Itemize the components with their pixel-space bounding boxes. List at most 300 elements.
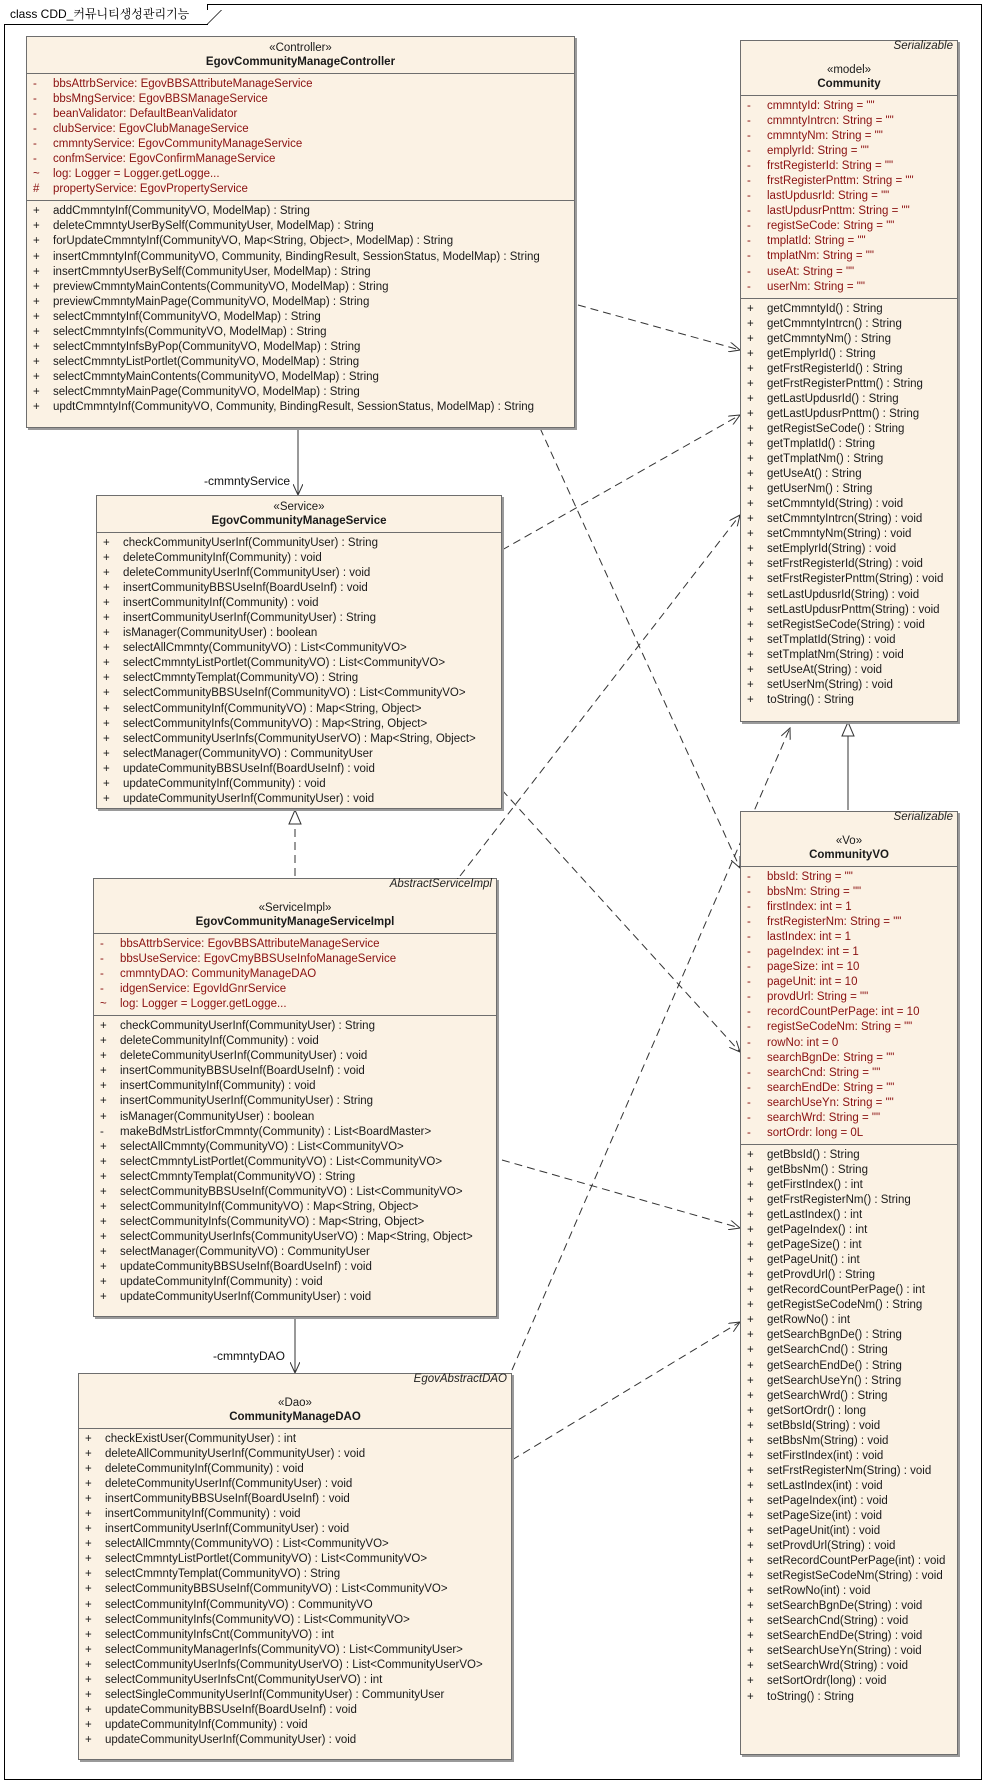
attribute-text: cmmntyIntrcn: String = "" xyxy=(767,115,894,128)
operation-text: selectCmmntyMainPage(CommunityVO, ModelMap) : String xyxy=(53,385,360,398)
operation-row xyxy=(747,557,953,572)
visibility-marker: + xyxy=(747,1284,754,1297)
visibility-marker: + xyxy=(747,1148,754,1161)
visibility-marker: + xyxy=(100,1215,107,1228)
visibility-marker: + xyxy=(747,1615,754,1628)
operation-row xyxy=(85,1582,507,1597)
operation-row xyxy=(747,1238,953,1253)
visibility-marker: - xyxy=(100,1125,104,1138)
attribute-text: cmmntyDAO: CommunityManageDAO xyxy=(120,968,317,981)
operation-row xyxy=(103,732,497,747)
visibility-marker: + xyxy=(85,1658,92,1671)
operation-row xyxy=(747,1509,953,1524)
operation-text: selectCommunityInfs(CommunityVO) : List<CommunityVO> xyxy=(105,1613,410,1626)
visibility-marker: + xyxy=(85,1613,92,1626)
operation-text: getFrstRegisterPnttm() : String xyxy=(767,377,923,390)
visibility-marker: + xyxy=(103,732,110,745)
operation-text: setPageUnit(int) : void xyxy=(767,1525,881,1538)
operation-text: selectCommunityInf(CommunityVO) : Map<String, Object> xyxy=(123,702,422,715)
visibility-marker: + xyxy=(85,1553,92,1566)
operation-text: getSearchBgnDe() : String xyxy=(767,1329,902,1342)
operation-row xyxy=(85,1703,507,1718)
visibility-marker: - xyxy=(747,961,751,974)
visibility-marker: + xyxy=(747,1509,754,1522)
operation-row xyxy=(85,1613,507,1628)
visibility-marker: - xyxy=(747,871,751,883)
operation-row xyxy=(100,1034,492,1049)
visibility-marker: + xyxy=(747,1464,754,1477)
operation-text: updateCommunityBBSUseInf(BoardUseInf) : void xyxy=(120,1260,372,1273)
operation-row xyxy=(33,385,570,400)
visibility-marker: + xyxy=(100,1245,107,1258)
attribute-row xyxy=(33,137,570,152)
visibility-marker: + xyxy=(747,1525,754,1538)
attribute-text: confmService: EgovConfirmManageService xyxy=(53,153,276,166)
operation-row xyxy=(103,762,497,777)
operation-row xyxy=(85,1567,507,1582)
operation-row xyxy=(100,1245,492,1260)
attribute-row xyxy=(747,234,953,249)
operation-text: updateCommunityInf(Community) : void xyxy=(120,1276,323,1289)
operation-text: getProvdUrl() : String xyxy=(767,1269,876,1282)
operation-row xyxy=(747,1389,953,1404)
operation-text: selectCommunityBBSUseInf(CommunityVO) : List<CommunityVO> xyxy=(123,687,466,700)
attribute-text: registSeCode: String = "" xyxy=(767,220,895,233)
operation-row xyxy=(747,633,953,648)
operation-row xyxy=(103,566,497,581)
operation-row xyxy=(100,1200,492,1215)
attribute-text: provdUrl: String = "" xyxy=(767,991,869,1004)
operation-row xyxy=(33,400,570,415)
operation-row xyxy=(85,1522,507,1537)
visibility-marker: - xyxy=(747,250,751,263)
visibility-marker: + xyxy=(33,235,40,248)
operation-text: selectCommunityUserInfs(CommunityUserVO) : List<CommunityUserVO> xyxy=(105,1658,483,1671)
visibility-marker: + xyxy=(100,1080,107,1093)
attribute-row xyxy=(33,77,570,92)
visibility-marker: + xyxy=(100,1140,107,1153)
operation-text: selectAllCmmnty(CommunityVO) : List<CommunityVO> xyxy=(120,1140,404,1153)
operation-row xyxy=(747,482,953,497)
operation-text: selectCmmntyTemplat(CommunityVO) : String xyxy=(105,1568,341,1581)
visibility-marker: + xyxy=(103,747,110,760)
operation-text: selectAllCmmnty(CommunityVO) : List<CommunityVO> xyxy=(105,1538,389,1551)
class-communitymanagedao[interactable] xyxy=(78,1373,512,1760)
operation-text: setLastUpdusrId(String) : void xyxy=(767,588,920,601)
operation-row xyxy=(85,1447,507,1462)
visibility-marker: + xyxy=(103,567,110,580)
operation-text: setFrstRegisterPnttm(String) : void xyxy=(767,573,944,586)
attribute-row xyxy=(747,915,953,930)
visibility-marker: + xyxy=(747,558,754,571)
attribute-text: log: Logger = Logger.getLogge... xyxy=(53,168,220,181)
visibility-marker: + xyxy=(747,1570,754,1583)
operation-text: deleteCommunityInf(Community) : void xyxy=(123,552,322,565)
operation-text: getBbsId() : String xyxy=(767,1148,860,1161)
visibility-marker: + xyxy=(747,513,754,526)
visibility-marker: + xyxy=(747,362,754,375)
visibility-marker: + xyxy=(85,1523,92,1536)
operation-text: setSearchUseYn(String) : void xyxy=(767,1645,922,1658)
operation-text: setUseAt(String) : void xyxy=(767,663,883,676)
assoc-label-cmmntyservice: -cmmntyService xyxy=(204,474,291,488)
visibility-marker: + xyxy=(33,295,40,308)
operation-row xyxy=(747,1690,953,1705)
attribute-row xyxy=(747,249,953,264)
operation-text: selectCommunityInfs(CommunityVO) : Map<String, Object> xyxy=(120,1215,425,1228)
visibility-marker: + xyxy=(100,1050,107,1063)
visibility-marker: + xyxy=(747,1344,754,1357)
visibility-marker: - xyxy=(747,115,751,128)
operation-text: getLastUpdusrId() : String xyxy=(767,392,899,405)
operation-text: insertCommunityInf(Community) : void xyxy=(120,1080,316,1093)
visibility-marker: + xyxy=(103,762,110,775)
class-egovcommunitymanageserviceimpl[interactable] xyxy=(93,878,497,1317)
attribute-text: bbsAttrbService: EgovBBSAttributeManageService xyxy=(53,78,313,90)
operation-text: setLastUpdusrPnttm(String) : void xyxy=(767,603,940,616)
visibility-marker: + xyxy=(103,672,110,685)
operation-row xyxy=(747,1659,953,1674)
operation-row xyxy=(103,702,497,717)
visibility-marker: + xyxy=(747,693,754,706)
visibility-marker: + xyxy=(747,392,754,405)
attribute-row xyxy=(747,1126,953,1141)
operation-row xyxy=(100,1260,492,1275)
operations-section xyxy=(97,533,501,810)
operation-text: getSearchUseYn() : String xyxy=(767,1374,902,1387)
operation-row xyxy=(747,1223,953,1238)
operation-row xyxy=(103,581,497,596)
operation-row xyxy=(747,1404,953,1419)
operation-row xyxy=(103,717,497,732)
attribute-row xyxy=(747,265,953,280)
attribute-row xyxy=(747,144,953,159)
operation-text: updateCommunityBBSUseInf(BoardUseInf) : void xyxy=(123,762,375,775)
operation-row xyxy=(85,1477,507,1492)
visibility-marker: - xyxy=(33,138,37,151)
operation-text: selectCommunityInfs(CommunityVO) : Map<String, Object> xyxy=(123,717,428,730)
operation-text: selectCmmntyInfsByPop(CommunityVO, ModelMap) : String xyxy=(53,340,361,353)
attribute-text: frstRegisterId: String = "" xyxy=(767,160,894,173)
operation-text: getFrstRegisterNm() : String xyxy=(767,1193,911,1206)
operation-text: selectCmmntyMainContents(CommunityVO, ModelMap) : String xyxy=(53,370,379,383)
visibility-marker: + xyxy=(85,1703,92,1716)
dep-serviceimpl-community xyxy=(460,515,740,876)
operations-section xyxy=(79,1429,511,1751)
visibility-marker: - xyxy=(747,1126,751,1139)
operation-row xyxy=(103,686,497,701)
stereotype-label: «Dao» xyxy=(278,1397,312,1409)
visibility-marker: + xyxy=(85,1628,92,1641)
operation-row xyxy=(747,1449,953,1464)
operation-text: insertCommunityBBSUseInf(BoardUseInf) : void xyxy=(105,1493,350,1506)
parent-class-label: Serializable xyxy=(893,40,953,52)
operation-row xyxy=(747,1298,953,1313)
operation-row xyxy=(103,611,497,626)
visibility-marker: + xyxy=(747,1479,754,1492)
attribute-row xyxy=(747,1020,953,1035)
visibility-marker: + xyxy=(33,325,40,338)
operation-row xyxy=(85,1507,507,1522)
operation-text: selectCmmntyInfs(CommunityVO, ModelMap) : String xyxy=(53,325,327,338)
operation-text: addCmmntyInf(CommunityVO, ModelMap) : String xyxy=(53,205,310,218)
operation-row xyxy=(85,1432,507,1447)
operation-text: selectCmmntyListPortlet(CommunityVO, ModelMap) : String xyxy=(53,355,360,368)
operation-text: getPageUnit() : int xyxy=(767,1254,860,1267)
visibility-marker: + xyxy=(747,1585,754,1598)
operation-row xyxy=(103,551,497,566)
visibility-marker: + xyxy=(103,702,110,715)
operation-row xyxy=(100,1215,492,1230)
visibility-marker: + xyxy=(747,633,754,646)
operation-row xyxy=(103,777,497,792)
operation-text: getPageSize() : int xyxy=(767,1239,862,1252)
visibility-marker: + xyxy=(85,1463,92,1476)
attribute-text: pageIndex: int = 1 xyxy=(767,946,859,959)
operation-text: selectCommunityUserInfs(CommunityUserVO) : Map<String, Object> xyxy=(123,732,476,745)
visibility-marker: + xyxy=(103,777,110,790)
attribute-row xyxy=(33,167,570,182)
operation-text: insertCommunityInf(Community) : void xyxy=(105,1508,301,1521)
visibility-marker: + xyxy=(747,1239,754,1252)
visibility-marker: - xyxy=(747,1021,751,1034)
attribute-text: registSeCodeNm: String = "" xyxy=(767,1021,913,1034)
attribute-text: bbsUseService: EgovCmyBBSUseInfoManageService xyxy=(120,953,397,966)
visibility-marker: + xyxy=(747,498,754,511)
attribute-row xyxy=(747,159,953,174)
operation-row xyxy=(33,310,570,325)
visibility-marker: - xyxy=(33,108,37,121)
operation-text: setRecordCountPerPage(int) : void xyxy=(767,1555,946,1568)
operation-row xyxy=(100,1290,492,1305)
operation-row xyxy=(747,1359,953,1374)
operation-row xyxy=(747,678,953,693)
operation-text: setLastIndex(int) : void xyxy=(767,1479,883,1492)
visibility-marker: + xyxy=(33,220,40,233)
operation-row xyxy=(747,603,953,618)
parent-class-label: AbstractServiceImpl xyxy=(389,878,492,890)
operation-row xyxy=(747,1539,953,1554)
operation-text: setSearchEndDe(String) : void xyxy=(767,1630,923,1643)
visibility-marker: - xyxy=(747,976,751,989)
operations-section xyxy=(27,200,574,418)
visibility-marker: ~ xyxy=(33,168,40,181)
visibility-marker: + xyxy=(100,1020,107,1033)
operation-row xyxy=(747,437,953,452)
operation-text: deleteCommunityUserInf(CommunityUser) : void xyxy=(105,1478,353,1491)
visibility-marker: - xyxy=(747,1066,751,1079)
visibility-marker: + xyxy=(747,1163,754,1176)
operation-text: selectCommunityManagerInfs(CommunityVO) : List<CommunityUser> xyxy=(105,1643,463,1656)
operation-row xyxy=(100,1125,492,1140)
visibility-marker: + xyxy=(103,792,110,805)
attribute-row xyxy=(747,945,953,960)
attribute-row xyxy=(100,997,492,1012)
attribute-row xyxy=(747,885,953,900)
class-communityvo[interactable] xyxy=(740,811,958,1755)
visibility-marker: - xyxy=(747,1006,751,1019)
class-community[interactable] xyxy=(740,40,958,722)
visibility-marker: + xyxy=(747,347,754,360)
attribute-text: bbsNm: String = "" xyxy=(767,886,862,899)
operation-text: previewCmmntyMainPage(CommunityVO, ModelMap) : String xyxy=(53,295,370,308)
visibility-marker: + xyxy=(100,1170,107,1183)
visibility-marker: - xyxy=(747,991,751,1004)
operation-text: getBbsNm() : String xyxy=(767,1163,868,1176)
attribute-row xyxy=(747,930,953,945)
attribute-row xyxy=(747,1066,953,1081)
operation-row xyxy=(33,234,570,249)
operation-text: insertCmmntyUserBySelf(CommunityUser, ModelMap) : String xyxy=(53,265,371,278)
operation-text: setSortOrdr(long) : void xyxy=(767,1675,887,1688)
visibility-marker: + xyxy=(85,1718,92,1731)
visibility-marker: + xyxy=(85,1688,92,1701)
operation-text: getRecordCountPerPage() : int xyxy=(767,1284,925,1297)
visibility-marker: + xyxy=(747,438,754,451)
diagram-frame-title: class CDD_커뮤니티생성관리기능 xyxy=(4,4,208,25)
visibility-marker: + xyxy=(747,1374,754,1387)
visibility-marker: + xyxy=(85,1583,92,1596)
visibility-marker: + xyxy=(747,1193,754,1206)
visibility-marker: + xyxy=(747,1690,754,1703)
operation-text: getSortOrdr() : long xyxy=(767,1404,867,1417)
operation-row xyxy=(747,1644,953,1659)
visibility-marker: + xyxy=(747,1329,754,1342)
operation-row xyxy=(33,370,570,385)
operation-row xyxy=(33,280,570,295)
operation-row xyxy=(747,1554,953,1569)
visibility-marker: - xyxy=(100,938,104,950)
class-egovcommunitymanageservice[interactable] xyxy=(96,495,502,809)
operation-row xyxy=(747,1569,953,1584)
visibility-marker: + xyxy=(100,1110,107,1123)
visibility-marker: + xyxy=(747,1389,754,1402)
operation-row xyxy=(747,422,953,437)
visibility-marker: + xyxy=(747,302,754,315)
visibility-marker: + xyxy=(100,1276,107,1289)
visibility-marker: + xyxy=(85,1538,92,1551)
operation-text: getFrstRegisterId() : String xyxy=(767,362,903,375)
operation-row xyxy=(747,332,953,347)
visibility-marker: + xyxy=(33,370,40,383)
visibility-marker: + xyxy=(747,1540,754,1553)
operation-text: setFrstRegisterId(String) : void xyxy=(767,558,923,571)
operation-row xyxy=(747,1253,953,1268)
visibility-marker: + xyxy=(747,663,754,676)
operation-row xyxy=(747,663,953,678)
visibility-marker: + xyxy=(33,400,40,413)
operation-text: getEmplyrId() : String xyxy=(767,347,876,360)
operation-row xyxy=(747,1343,953,1358)
attribute-text: clubService: EgovClubManageService xyxy=(53,123,249,136)
operation-text: getUseAt() : String xyxy=(767,468,862,481)
operation-row xyxy=(103,656,497,671)
visibility-marker: + xyxy=(747,1359,754,1372)
visibility-marker: + xyxy=(100,1291,107,1304)
operation-text: setEmplyrId(String) : void xyxy=(767,543,897,556)
class-name: CommunityVO xyxy=(809,849,889,861)
operation-row xyxy=(85,1628,507,1643)
operation-text: setTmplatId(String) : void xyxy=(767,633,896,646)
operation-text: deleteCommunityUserInf(CommunityUser) : void xyxy=(120,1050,368,1063)
operation-row xyxy=(747,1313,953,1328)
operation-text: getUserNm() : String xyxy=(767,483,873,496)
operation-row xyxy=(747,1494,953,1509)
operation-row xyxy=(747,1674,953,1689)
operation-text: isManager(CommunityUser) : boolean xyxy=(123,627,318,640)
visibility-marker: + xyxy=(33,385,40,398)
visibility-marker: - xyxy=(100,968,104,981)
operation-text: getCmmntyNm() : String xyxy=(767,332,891,345)
operation-row xyxy=(747,392,953,407)
operation-text: setRowNo(int) : void xyxy=(767,1585,871,1598)
operation-text: insertCommunityUserInf(CommunityUser) : String xyxy=(120,1095,374,1108)
operation-text: selectCommunityInf(CommunityVO) : CommunityVO xyxy=(105,1598,373,1611)
attribute-text: tmplatNm: String = "" xyxy=(767,250,874,263)
visibility-marker: - xyxy=(747,886,751,899)
operation-row xyxy=(100,1094,492,1109)
visibility-marker: + xyxy=(100,1230,107,1243)
visibility-marker: - xyxy=(100,953,104,966)
attribute-text: useAt: String = "" xyxy=(767,265,855,278)
dep-controller-communityvo xyxy=(540,428,740,868)
operation-row xyxy=(747,1419,953,1434)
visibility-marker: - xyxy=(33,123,37,136)
attribute-text: bbsAttrbService: EgovBBSAttributeManageService xyxy=(120,938,380,950)
attribute-text: firstIndex: int = 1 xyxy=(767,901,852,914)
operation-row xyxy=(33,219,570,234)
attribute-text: sortOrdr: long = 0L xyxy=(767,1126,864,1139)
visibility-marker: + xyxy=(33,340,40,353)
operation-row xyxy=(100,1110,492,1125)
operation-row xyxy=(103,641,497,656)
stereotype-label: «Controller» xyxy=(269,42,332,54)
visibility-marker: - xyxy=(747,946,751,959)
attribute-row xyxy=(747,219,953,234)
attribute-text: propertyService: EgovPropertyService xyxy=(53,183,248,196)
visibility-marker: - xyxy=(747,1051,751,1064)
class-egovcommunitymanagecontroller[interactable] xyxy=(26,36,575,428)
parent-class-label: Serializable xyxy=(893,811,953,823)
visibility-marker: + xyxy=(85,1433,92,1445)
operation-text: selectCommunityInf(CommunityVO) : Map<String, Object> xyxy=(120,1200,419,1213)
visibility-marker: + xyxy=(100,1200,107,1213)
attribute-row xyxy=(747,1096,953,1111)
operation-text: selectCommunityInfsCnt(CommunityVO) : int xyxy=(105,1628,334,1641)
operation-text: insertCmmntyInf(CommunityVO, Community, BindingResult, SessionStatus, ModelMap) : String xyxy=(53,250,540,263)
operation-row xyxy=(747,1208,953,1223)
operation-text: setFirstIndex(int) : void xyxy=(767,1449,884,1462)
operation-text: insertCommunityUserInf(CommunityUser) : String xyxy=(123,612,377,625)
visibility-marker: + xyxy=(747,1314,754,1327)
operation-row xyxy=(100,1019,492,1034)
attribute-text: searchEndDe: String = "" xyxy=(767,1081,895,1094)
attribute-text: searchWrd: String = "" xyxy=(767,1111,881,1124)
operation-row xyxy=(100,1049,492,1064)
operation-text: setFrstRegisterNm(String) : void xyxy=(767,1464,932,1477)
visibility-marker: + xyxy=(747,528,754,541)
visibility-marker: - xyxy=(33,93,37,106)
operation-text: toString() : String xyxy=(767,1690,854,1703)
operation-text: setPageSize(int) : void xyxy=(767,1509,883,1522)
attribute-row xyxy=(100,967,492,982)
operation-text: updateCommunityUserInf(CommunityUser) : void xyxy=(105,1733,357,1746)
attribute-text: pageSize: int = 10 xyxy=(767,961,860,974)
visibility-marker: + xyxy=(747,603,754,616)
visibility-marker: + xyxy=(103,657,110,670)
operation-row xyxy=(747,618,953,633)
visibility-marker: + xyxy=(85,1643,92,1656)
